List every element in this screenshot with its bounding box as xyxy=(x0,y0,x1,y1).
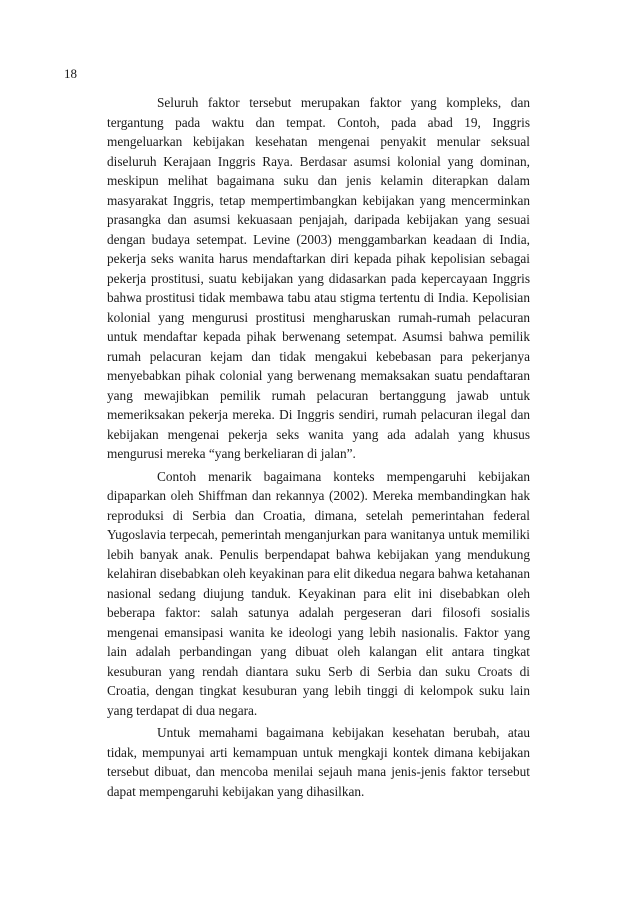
paragraph-1: Seluruh faktor tersebut merupakan faktor yang kompleks, dan tergantung pada waktu dan tempat. Contoh, pada abad 19, Inggris mengeluarkan kebijakan kesehatan mengenai penyakit menular seksual diseluruh Kerajaan Inggris Raya. Berdasar asumsi kolonial yang dominan, meskipun melihat bagaimana suku dan jenis kelamin diterapkan dalam masyarakat Inggris, tetap mempertimbangkan kebijakan yang mencerminkan prasangka dan asumsi kekuasaan penjajah, daripada kebijakan yang sesuai dengan budaya setempat. Levine (2003) menggambarkan keadaan di India, pekerja seks wanita harus mendaftarkan diri kepada pihak kepolisian sebagai pekerja prostitusi, suatu kebijakan yang didasarkan pada kepercayaan Inggris bahwa prostitusi tidak membawa tabu atau stigma tertentu di India. Kepolisian kolonial yang mengurusi prostitusi mengharuskan rumah-rumah pelacuran untuk mendaftar kepada pihak berwenang setempat. Asumsi bahwa pemilik rumah pelacuran kejam dan tidak mengakui kebebasan para pekerjanya menyebabkan pihak colonial yang berwenang memaksakan suatu pendaftaran yang mewajibkan pemilik rumah pelacuran bertanggung jawab untuk memeriksakan pekerja mereka. Di Inggris sendiri, rumah pelacuran ilegal dan kebijakan mengenai pekerja seks wanita yang ada adalah yang khusus mengurusi mereka “yang berkeliaran di jalan”. xyxy=(107,95,530,461)
paragraph-3: Untuk memahami bagaimana kebijakan kesehatan berubah, atau tidak, mempunyai arti kemampuan untuk mengkaji kontek dimana kebijakan tersebut dibuat, dan mencoba menilai sejauh mana jenis-jenis faktor tersebut dapat mempengaruhi kebijakan yang dihasilkan. xyxy=(107,725,530,799)
paragraph-2: Contoh menarik bagaimana konteks mempengaruhi kebijakan dipaparkan oleh Shiffman dan rekannya (2002). Mereka membandingkan hak reproduksi di Serbia dan Croatia, dimana, setelah pemerintahan federal Yugoslavia terpecah, pemerintah menganjurkan para wanitanya untuk memiliki lebih banyak anak. Penulis berpendapat bahwa kebijakan yang mendukung kelahiran disebabkan oleh keyakinan para elit dikedua negara bahwa ketahanan nasional sedang diujung tanduk. Keyakinan para elit ini disebabkan oleh beberapa faktor: salah satunya adalah pergeseran dari filosofi sosialis mengenai emansipasi wanita ke ideologi yang lebih nasionalis. Faktor yang lain adalah perbandingan yang dibuat oleh kalangan elit antara tingkat kesuburan yang rendah diantara suku Serb di Serbia dan suku Croats di Croatia, dengan tingkat kesuburan yang lebih tinggi di kelompok suku lain yang terdapat di dua negara. xyxy=(107,468,530,718)
page-number: 18 xyxy=(64,66,77,81)
body-text xyxy=(107,93,530,801)
